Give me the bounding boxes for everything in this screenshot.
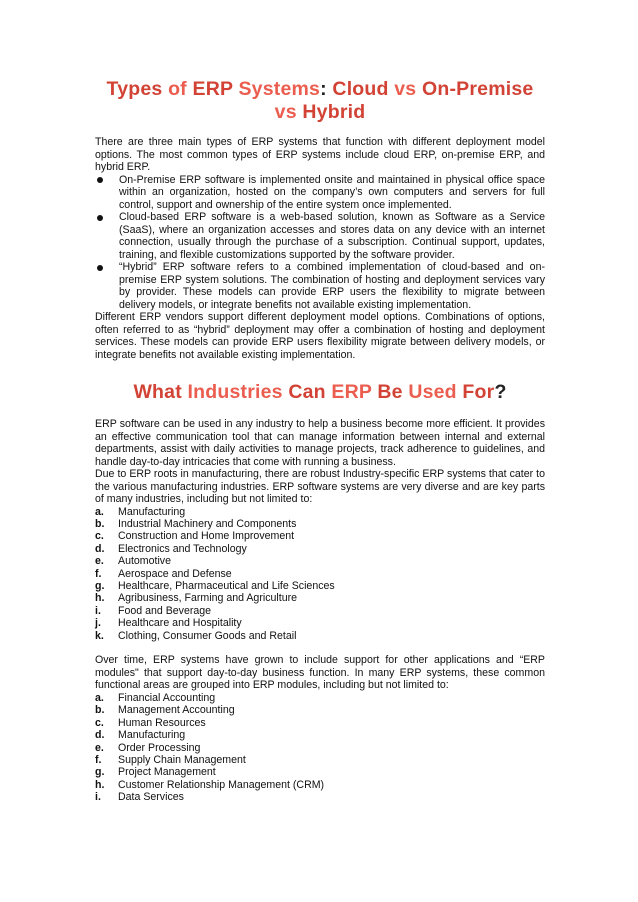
industry-list-item <box>95 605 545 617</box>
section-title-erp-types <box>103 78 537 124</box>
title-word: of <box>168 78 193 100</box>
list-marker: e. <box>95 741 104 754</box>
list-item-text: Management Accounting <box>118 704 235 717</box>
title-word: Be <box>377 381 409 403</box>
module-list-item <box>95 791 545 803</box>
title-word: Systems <box>238 78 321 100</box>
module-list-item <box>95 704 545 716</box>
list-marker: a. <box>95 505 104 518</box>
list-marker: a. <box>95 691 104 704</box>
list-item-text: Manufacturing <box>118 505 186 518</box>
list-item-text: Manufacturing <box>118 729 186 742</box>
title-word: ? <box>494 381 507 403</box>
list-marker: e. <box>95 555 104 568</box>
modules-paragraph: Over time, ERP systems have grown to include support for other applications and “ERP modules" that support day-to-day business function. In many ERP systems, these common functional areas are grouped into ERP modules, including but not limited to: <box>95 654 545 692</box>
list-item-text: Automotive <box>118 555 171 568</box>
list-item-text: Aerospace and Defense <box>118 567 232 580</box>
list-marker: g. <box>95 579 105 592</box>
list-item-text: Human Resources <box>118 716 206 729</box>
list-item-text: Order Processing <box>118 741 201 754</box>
title-word: Cloud <box>332 78 395 100</box>
section-title-industries <box>95 381 545 404</box>
list-marker: i. <box>95 791 101 804</box>
list-marker: f. <box>95 754 102 766</box>
module-list-item <box>95 729 545 741</box>
title-word: vs <box>274 101 303 123</box>
list-item-text: Construction and Home Improvement <box>118 530 295 543</box>
title-word: Types <box>106 78 169 100</box>
title-word: Hybrid <box>302 101 366 123</box>
list-item-text: Healthcare and Hospitality <box>118 617 242 630</box>
list-marker: h. <box>95 592 105 605</box>
list-marker: i. <box>95 604 101 617</box>
module-list-item <box>95 692 545 704</box>
list-marker: g. <box>95 766 105 779</box>
list-marker: f. <box>95 567 102 580</box>
list-item-text: Food and Beverage <box>118 604 212 617</box>
bullet-dot-icon <box>97 215 103 221</box>
list-marker: h. <box>95 778 105 791</box>
list-item-text: Healthcare, Pharmaceutical and Life Sciences <box>118 579 335 592</box>
title-word: For <box>462 381 495 403</box>
modules-list <box>95 692 545 804</box>
list-marker: k. <box>95 629 104 642</box>
list-marker: j. <box>95 617 101 630</box>
industry-list-item <box>95 530 545 542</box>
title-word: vs <box>394 78 422 100</box>
industry-list-item <box>95 518 545 530</box>
erp-types-intro: There are three main types of ERP systems that function with different deployment model options. The most common types of ERP systems include cloud ERP, on-premise ERP, and hybrid ERP. <box>95 136 545 173</box>
industries-list <box>95 506 545 642</box>
industry-list-item <box>95 617 545 629</box>
list-marker: d. <box>95 542 105 555</box>
industry-list-item <box>95 630 545 642</box>
list-item-text: Project Management <box>118 766 216 779</box>
erp-types-closing: Different ERP vendors support different deployment model options. Combinations of options, often referred to as “hybrid” deployment may offer a combination of hosting and deployment services. These models can provide ERP users flexibility migrate between delivery models, or integrate benefits not available existing implementation. <box>95 311 545 361</box>
title-word: On-Premise <box>421 78 534 100</box>
list-item-text: Data Services <box>118 791 184 804</box>
bullet-item-hybrid: “Hybrid” ERP software refers to a combined implementation of cloud-based and on-premise ERP system solutions. The combination of hosting and deployment services vary by provider. These models can provide ERP users the flexibility to migrate between delivery models, or integrate benefits not available existing implementation. <box>95 261 545 311</box>
industry-list-item <box>95 592 545 604</box>
bullet-item-on-premise: On-Premise ERP software is implemented onsite and maintained in physical office space within an organization, hosted on the company’s own computers and servers for full control, support and ownership of the entire system once implemented. <box>95 174 545 212</box>
bullet-dot-icon <box>97 265 103 271</box>
list-item-text: Supply Chain Management <box>118 754 246 766</box>
document-page <box>95 78 545 804</box>
list-marker: b. <box>95 704 105 717</box>
list-item-text: Electronics and Technology <box>118 542 247 555</box>
module-list-item <box>95 754 545 766</box>
title-word: What <box>133 381 188 403</box>
industry-list-item <box>95 555 545 567</box>
industries-paragraph-1: ERP software can be used in any industry to help a business become more efficient. It provides an effective communication tool that can manage information between internal and external departments, assist with daily activities to manage projects, track adherence to guidelines, and handle day-to-day intricacies that come with running a business. <box>95 418 545 468</box>
list-marker: d. <box>95 729 105 742</box>
list-marker: c. <box>95 716 104 729</box>
erp-types-bullet-list <box>95 174 545 312</box>
list-marker: b. <box>95 517 105 530</box>
title-word: Used <box>408 381 463 403</box>
list-item-text: Financial Accounting <box>118 691 216 704</box>
industry-list-item <box>95 506 545 518</box>
industry-list-item <box>95 568 545 580</box>
list-item-text: Clothing, Consumer Goods and Retail <box>118 629 297 642</box>
title-word: : <box>320 78 333 100</box>
list-marker: c. <box>95 530 104 543</box>
title-word: Industries <box>187 381 289 403</box>
industry-list-item <box>95 580 545 592</box>
bullet-item-cloud: Cloud-based ERP software is a web-based solution, known as Software as a Service (SaaS), where an organization accesses and stores data on any device with an internet connection, usually through the purchase of a subscription. Continual support, updates, training, and flexible customizations supported by the software provider. <box>95 211 545 261</box>
industry-list-item <box>95 543 545 555</box>
title-word: Can <box>288 381 332 403</box>
module-list-item <box>95 717 545 729</box>
list-item-text: Industrial Machinery and Components <box>118 517 297 530</box>
title-word: ERP <box>331 381 378 403</box>
industries-paragraph-2: Due to ERP roots in manufacturing, there are robust Industry-specific ERP systems that cater to the various manufacturing industries. ERP software systems are very diverse and are key parts of many industries, including but not limited to: <box>95 468 545 505</box>
module-list-item <box>95 779 545 791</box>
module-list-item <box>95 766 545 778</box>
module-list-item <box>95 742 545 754</box>
bullet-dot-icon <box>97 177 103 183</box>
list-item-text: Agribusiness, Farming and Agriculture <box>118 592 298 605</box>
title-word: ERP <box>192 78 239 100</box>
list-item-text: Customer Relationship Management (CRM) <box>118 778 325 791</box>
